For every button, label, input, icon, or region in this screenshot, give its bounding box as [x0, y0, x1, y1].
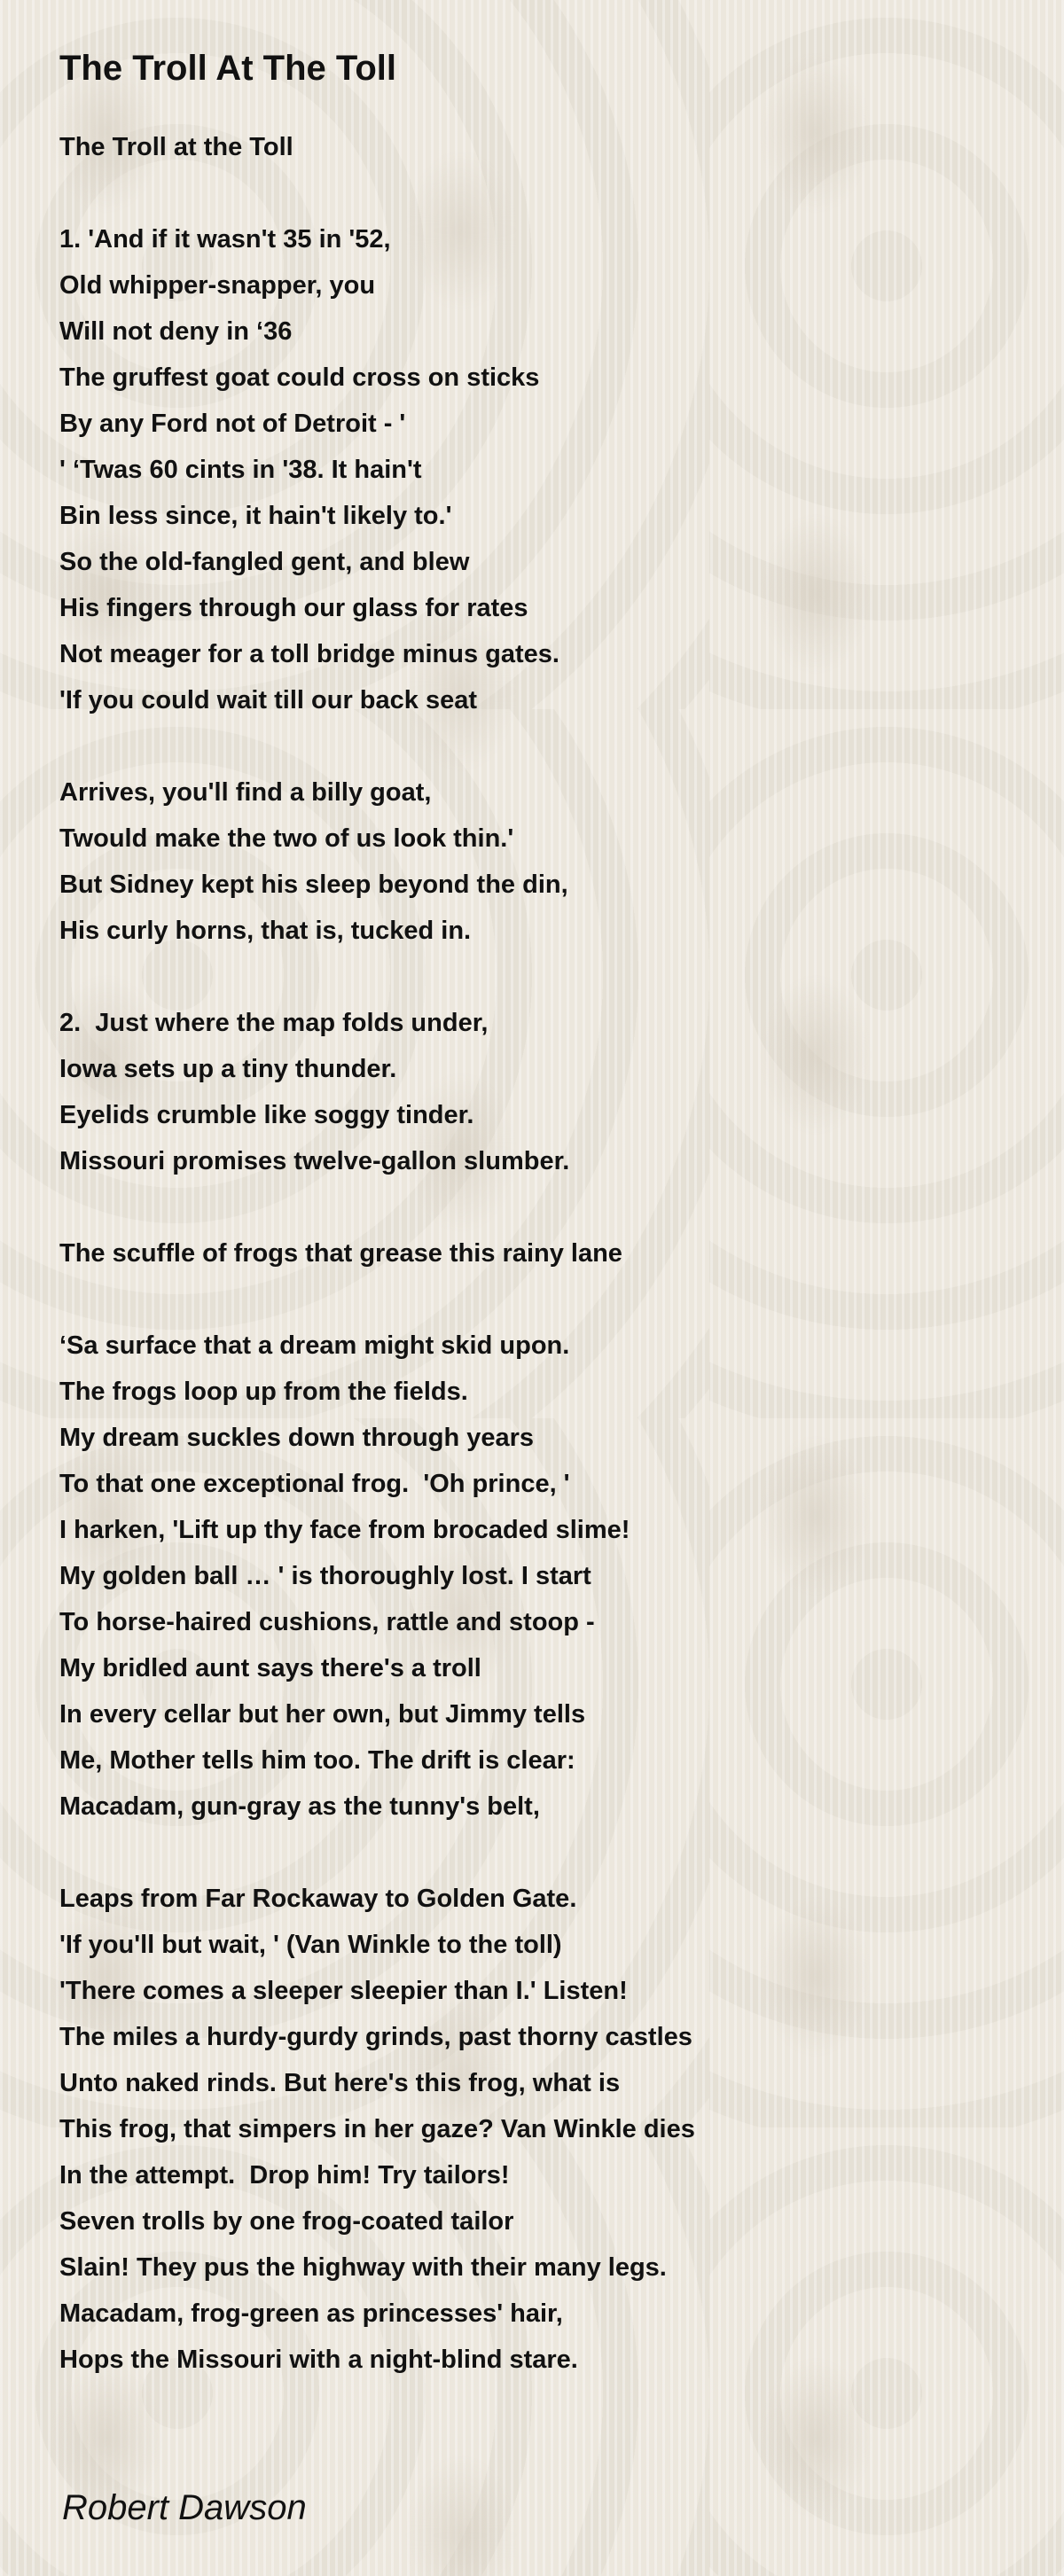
poem-line: Missouri promises twelve-gallon slumber. — [59, 1147, 570, 1175]
poem-line — [59, 1184, 1017, 1230]
poem-line — [59, 723, 1017, 769]
poem-line: The Troll at the Toll — [59, 133, 293, 161]
poem-line — [59, 954, 1017, 1000]
poem-line: In every cellar but her own, but Jimmy tells — [59, 1700, 586, 1729]
poem-line: 'If you'll but wait, ' (Van Winkle to the toll) — [59, 1931, 562, 1959]
poem-page — [59, 44, 1017, 2383]
poem-line: His fingers through our glass for rates — [59, 594, 528, 622]
poem-line: Macadam, gun-gray as the tunny's belt, — [59, 1792, 540, 1821]
poem-line: Bin less since, it hain't likely to.' — [59, 502, 452, 530]
poem-line: ' ‘Twas 60 cints in '38. It hain't — [59, 456, 422, 484]
poem-line: ‘Sa surface that a dream might skid upon. — [59, 1331, 570, 1360]
poem-line: So the old-fangled gent, and blew — [59, 548, 470, 576]
poem-line: My dream suckles down through years — [59, 1424, 535, 1452]
poem-line: Me, Mother tells him too. The drift is clear: — [59, 1746, 575, 1775]
page-title: The Troll At The Toll — [59, 49, 396, 88]
poem-line: This frog, that simpers in her gaze? Van Winkle dies — [59, 2115, 695, 2143]
poem-line: Will not deny in ‘36 — [59, 317, 293, 346]
poem-line: To horse-haired cushions, rattle and stoop - — [59, 1608, 595, 1636]
poem-line: By any Ford not of Detroit - ' — [59, 410, 406, 438]
poem-line: My golden ball … ' is thoroughly lost. I start — [59, 1562, 591, 1590]
poem-line: Arrives, you'll find a billy goat, — [59, 778, 432, 807]
poem-line: The frogs loop up from the fields. — [59, 1378, 468, 1406]
poem-line: 1. 'And if it wasn't 35 in '52, — [59, 225, 391, 254]
poem-line: Old whipper-snapper, you — [59, 271, 376, 300]
poem-line: 'There comes a sleeper sleepier than I.' Listen! — [59, 1977, 628, 2005]
poem-line: His curly horns, that is, tucked in. — [59, 917, 472, 945]
poem-line: Not meager for a toll bridge minus gates. — [59, 640, 559, 668]
poem-line: Unto naked rinds. But here's this frog, what is — [59, 2069, 621, 2097]
poem-line — [59, 1830, 1017, 1876]
author-name: Robert Dawson — [62, 2488, 307, 2527]
poem-line: Eyelids crumble like soggy tinder. — [59, 1101, 474, 1129]
poem-line: Hops the Missouri with a night-blind stare. — [59, 2346, 578, 2374]
poem-line: But Sidney kept his sleep beyond the din, — [59, 870, 568, 899]
poem-line: Slain! They pus the highway with their many legs. — [59, 2253, 667, 2282]
poem-line: Iowa sets up a tiny thunder. — [59, 1055, 397, 1083]
poem-line: Leaps from Far Rockaway to Golden Gate. — [59, 1885, 577, 1913]
poem-line: The gruffest goat could cross on sticks — [59, 363, 540, 392]
poem-line: To that one exceptional frog. 'Oh prince, ' — [59, 1470, 570, 1498]
poem-line: 2. Just where the map folds under, — [59, 1009, 489, 1037]
poem-line: I harken, 'Lift up thy face from brocaded slime! — [59, 1516, 630, 1544]
poem-line: 'If you could wait till our back seat — [59, 686, 477, 714]
poem-line: In the attempt. Drop him! Try tailors! — [59, 2161, 510, 2190]
poem-line: Twould make the two of us look thin.' — [59, 824, 514, 853]
poem-line — [59, 170, 1017, 216]
poem-line: Seven trolls by one frog-coated tailor — [59, 2207, 514, 2236]
poem-line: The scuffle of frogs that grease this rainy lane — [59, 1239, 622, 1268]
poem-line: My bridled aunt says there's a troll — [59, 1654, 481, 1682]
poem-line: Macadam, frog-green as princesses' hair, — [59, 2299, 563, 2328]
poem-body — [59, 124, 1017, 2383]
poem-line: The miles a hurdy-gurdy grinds, past thorny castles — [59, 2023, 692, 2051]
poem-line — [59, 1276, 1017, 1323]
